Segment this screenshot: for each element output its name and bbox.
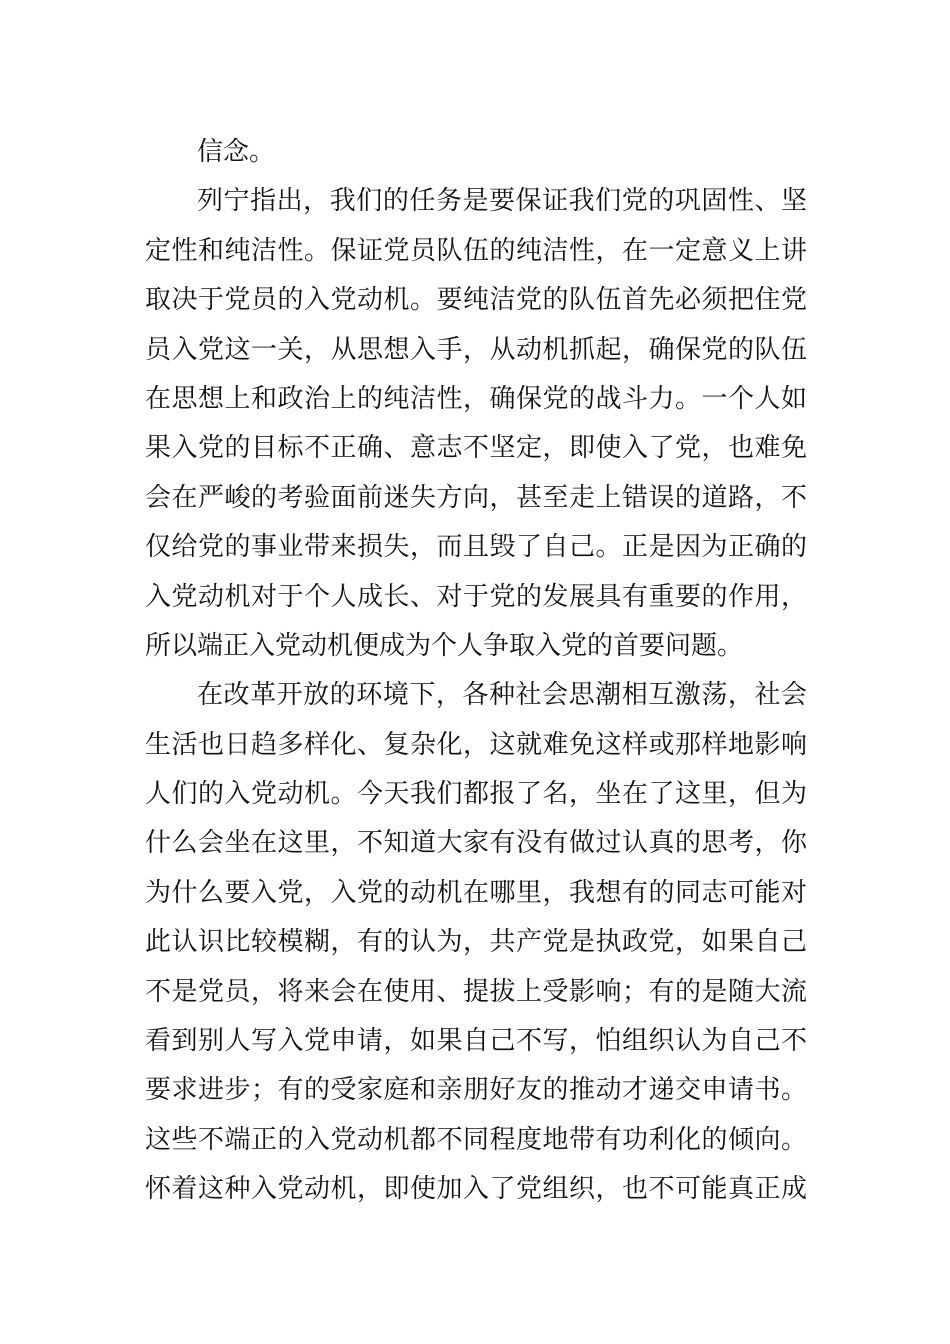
paragraph-line: 此认识比较模糊，有的认为，共产党是执政党，如果自己 [145, 927, 807, 958]
paragraph-line: 生活也日趋多样化、复杂化，这就难免这样或那样地影响 [145, 729, 807, 760]
paragraph-line: 果入党的目标不正确、意志不坚定，即使入了党，也难免 [145, 433, 807, 464]
paragraph-line: 会在严峻的考验面前迷失方向，甚至走上错误的道路，不 [145, 482, 807, 513]
paragraph-line: 定性和纯洁性。保证党员队伍的纯洁性，在一定意义上讲 [145, 235, 807, 266]
paragraph-line: 为什么要入党，入党的动机在哪里，我想有的同志可能对 [145, 877, 807, 908]
paragraph-line: 信念。 [197, 137, 276, 167]
paragraph-line: 在思想上和政治上的纯洁性，确保党的战斗力。一个人如 [145, 383, 807, 414]
paragraph-line: 所以端正入党动机便成为个人争取入党的首要问题。 [145, 630, 744, 661]
body-text [145, 128, 807, 1215]
paragraph-line: 员入党这一关，从思想入手，从动机抓起，确保党的队伍 [145, 334, 807, 365]
paragraph-line: 入党动机对于个人成长、对于党的发展具有重要的作用， [145, 581, 807, 612]
paragraph-line: 人们的入党动机。今天我们都报了名，坐在了这里，但为 [145, 779, 807, 810]
paragraph-line: 在改革开放的环境下，各种社会思潮相互激荡，社会 [197, 680, 807, 711]
paragraph-line: 这些不端正的入党动机都不同程度地带有功利化的倾向。 [145, 1124, 807, 1155]
paragraph-line: 列宁指出，我们的任务是要保证我们党的巩固性、坚 [197, 186, 807, 217]
paragraph-line: 看到别人写入党申请，如果自己不写，怕组织认为自己不 [145, 1026, 807, 1057]
paragraph-line: 取决于党员的入党动机。要纯洁党的队伍首先必须把住党 [145, 285, 807, 316]
paragraph-line: 要求进步；有的受家庭和亲朋好友的推动才递交申请书。 [145, 1075, 807, 1106]
paragraph-line: 怀着这种入党动机，即使加入了党组织，也不可能真正成 [145, 1174, 807, 1205]
paragraph-line: 不是党员，将来会在使用、提拔上受影响；有的是随大流 [145, 976, 807, 1007]
paragraph-line: 什么会坐在这里，不知道大家有没有做过认真的思考，你 [145, 828, 807, 859]
paragraph-line: 仅给党的事业带来损失，而且毁了自己。正是因为正确的 [145, 532, 807, 563]
